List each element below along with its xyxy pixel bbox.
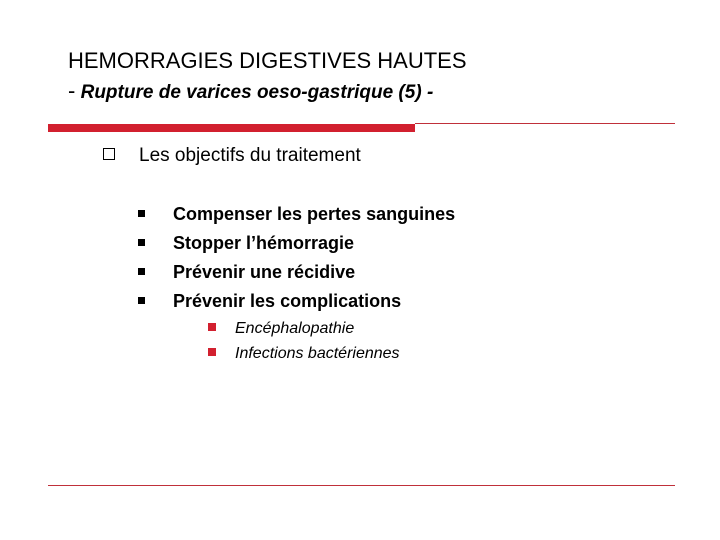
- objectives-list: [138, 200, 455, 316]
- red-square-bullet-icon: [208, 323, 216, 331]
- square-bullet-icon: [138, 210, 145, 217]
- accent-rule-thin: [415, 123, 675, 124]
- square-bullet-icon: [138, 297, 145, 304]
- subtitle-text: Rupture de varices oeso-gastrique (5): [80, 82, 422, 103]
- subtitle-dash-right: -: [426, 82, 434, 103]
- list-item: [138, 200, 455, 229]
- section-heading-text: Les objectifs du traitement: [139, 145, 361, 166]
- list-item-text: Compenser les pertes sanguines: [173, 204, 456, 224]
- hollow-square-bullet-icon: [103, 148, 115, 160]
- complications-list: [208, 316, 400, 366]
- slide-subtitle: [68, 78, 433, 106]
- red-square-bullet-icon: [208, 348, 216, 356]
- list-item-text: Stopper l’hémorragie: [173, 233, 355, 253]
- list-item: [138, 258, 455, 287]
- accent-rule-thick: [48, 124, 415, 132]
- section-heading: [103, 143, 361, 169]
- bottom-rule: [48, 485, 675, 486]
- square-bullet-icon: [138, 268, 145, 275]
- list-item: [208, 341, 400, 366]
- subtitle-dash-left: -: [68, 78, 76, 103]
- list-item: [208, 316, 400, 341]
- list-item: [138, 229, 455, 258]
- list-item: [138, 287, 455, 316]
- square-bullet-icon: [138, 239, 145, 246]
- list-item-text: Prévenir une récidive: [173, 262, 356, 282]
- list-item-text: Infections bactériennes: [235, 345, 400, 362]
- slide-title: HEMORRAGIES DIGESTIVES HAUTES: [68, 48, 467, 73]
- list-item-text: Encéphalopathie: [235, 320, 355, 337]
- list-item-text: Prévenir les complications: [173, 291, 402, 311]
